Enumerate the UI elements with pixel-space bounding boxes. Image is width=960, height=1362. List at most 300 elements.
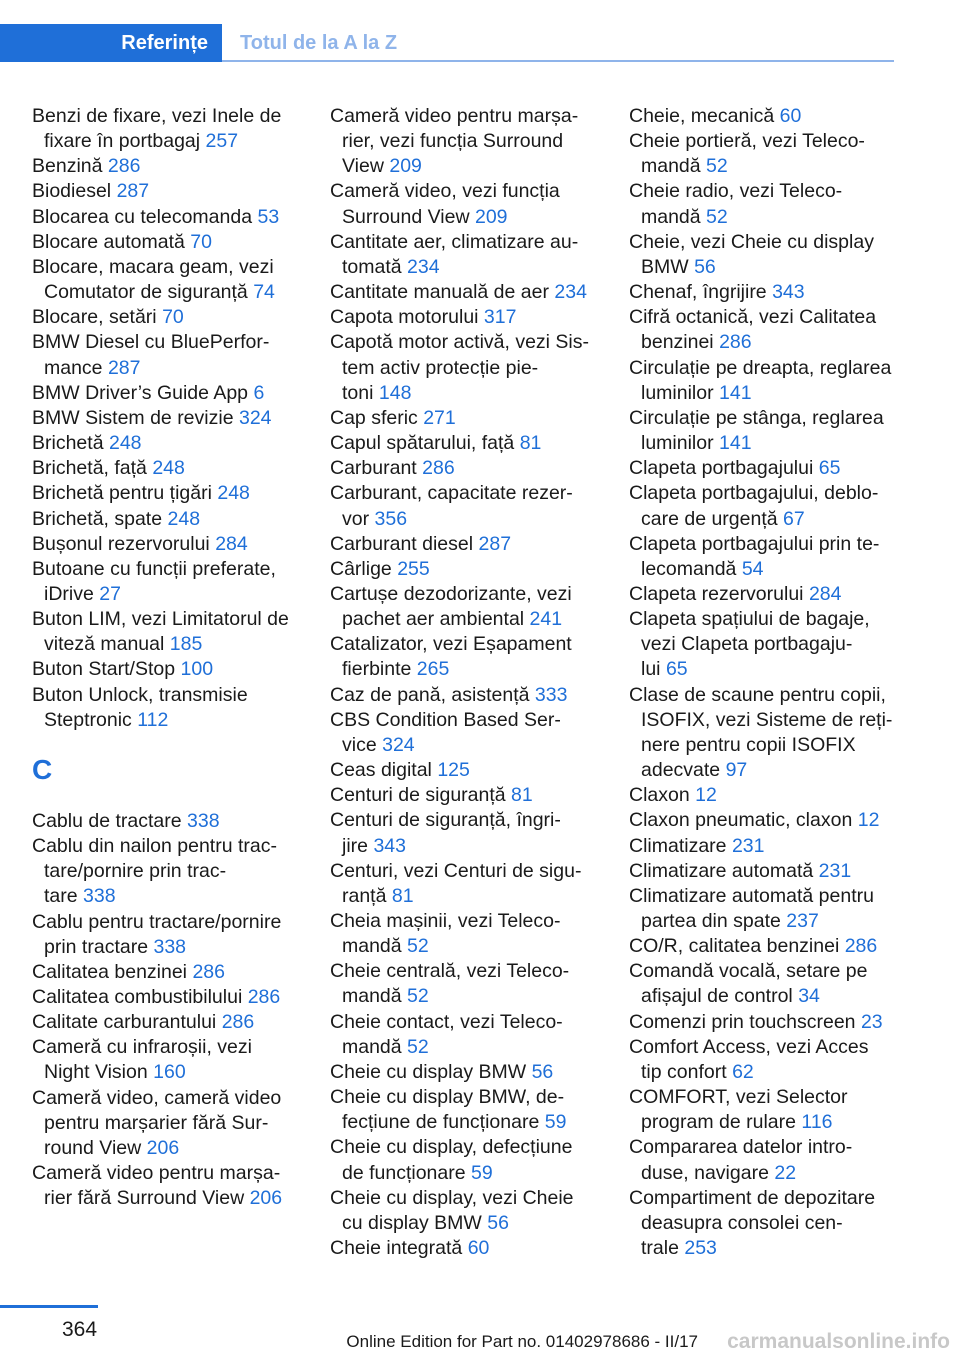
index-entry-line — [32, 406, 308, 431]
index-entry-line — [629, 1236, 929, 1261]
page-number: 364 — [62, 1318, 98, 1341]
index-entry-line — [32, 632, 308, 657]
page-reference-link[interactable]: 60 — [467, 1237, 490, 1260]
index-entry — [32, 330, 308, 380]
index-entry — [629, 532, 929, 582]
index-entry-text: iDrive — [44, 582, 94, 605]
index-entry-line — [629, 129, 929, 154]
page-reference-link[interactable]: 338 — [83, 885, 116, 908]
index-entry-line — [330, 532, 620, 557]
page-reference-link[interactable]: 52 — [706, 205, 728, 228]
page-reference-link[interactable]: 65 — [665, 658, 688, 681]
index-entry-line — [330, 280, 620, 305]
index-entry-line — [32, 381, 308, 406]
index-entry-line — [330, 406, 620, 431]
index-entry-line — [629, 1161, 929, 1186]
index-entry — [330, 783, 620, 808]
index-entry-line — [330, 1161, 620, 1186]
index-entry-line — [330, 1135, 620, 1160]
page-reference-link[interactable]: 52 — [706, 155, 728, 178]
index-entry-text: partea din spate — [641, 910, 781, 932]
index-column-1 — [32, 104, 308, 1211]
index-entry-text: Cameră video pentru marșa‐ — [32, 1162, 281, 1185]
index-entry-line — [629, 808, 929, 833]
index-entry — [32, 104, 308, 154]
index-entry-line — [32, 683, 308, 708]
page-reference-link[interactable]: 284 — [215, 532, 248, 555]
index-entry-line — [330, 683, 620, 708]
index-entry-text: Butoane cu funcții preferate, — [32, 557, 276, 580]
index-entry-text: fixare în portbagaj — [44, 130, 201, 153]
index-entry-text: Clase de scaune pentru copii, — [629, 683, 886, 706]
index-entry — [32, 255, 308, 305]
index-entry-text: Cheie cu display, defecțiune — [330, 1136, 573, 1159]
index-entry-text: benzinei — [641, 331, 714, 354]
index-entry-text: mandă — [641, 155, 701, 178]
index-entry-text: BMW Driver’s Guide App — [32, 381, 249, 404]
page-reference-link[interactable]: 324 — [238, 406, 272, 429]
index-entry-text: Carburant diesel — [330, 532, 474, 555]
index-entry-line — [629, 1035, 929, 1060]
tab-referinte[interactable]: Referințe — [0, 24, 222, 62]
index-entry-text: Brichetă — [32, 432, 104, 455]
page-reference-link[interactable]: 248 — [167, 507, 201, 530]
index-entry-text: Compartiment de depozitare — [629, 1186, 876, 1209]
page-reference-link[interactable]: 141 — [719, 432, 752, 455]
index-entry-text: BMW — [641, 255, 689, 278]
header-bar — [0, 0, 960, 62]
page-reference-link[interactable]: 12 — [695, 784, 717, 807]
page-reference-link[interactable]: 286 — [192, 960, 225, 983]
index-entry-text: Cameră video pentru marșa‐ — [330, 105, 579, 127]
index-entry-line — [32, 1136, 308, 1161]
page-reference-link[interactable]: 286 — [247, 986, 281, 1008]
index-entry-text: de funcționare — [342, 1161, 466, 1184]
index-entry — [32, 230, 308, 255]
page-reference-link[interactable]: 125 — [437, 759, 470, 782]
index-entry-line — [330, 607, 620, 632]
index-entry — [32, 985, 308, 1010]
page-reference-link[interactable]: 286 — [221, 1011, 255, 1034]
index-entry-line — [629, 1060, 929, 1085]
page-reference-link[interactable]: 34 — [798, 985, 820, 1008]
page-reference-link[interactable]: 333 — [534, 683, 568, 706]
index-entry-text: mandă — [342, 985, 402, 1008]
page-reference-link[interactable]: 255 — [397, 557, 430, 580]
page-reference-link[interactable]: 231 — [731, 834, 765, 857]
index-entry — [32, 406, 308, 431]
index-entry-line — [330, 381, 620, 406]
page-reference-link[interactable]: 206 — [249, 1187, 283, 1210]
index-entry-text: Comfort Access, vezi Acces — [629, 1035, 869, 1058]
index-entry-line — [330, 456, 620, 481]
index-entry-text: luminilor — [641, 432, 714, 455]
index-entry-text: duse, navigare — [641, 1161, 769, 1184]
page-reference-link[interactable]: 54 — [741, 557, 764, 580]
page-reference-link[interactable]: 317 — [483, 306, 517, 329]
index-entry — [629, 884, 929, 934]
index-entry-text: Ceas digital — [330, 759, 432, 782]
index-column-3 — [629, 104, 929, 1261]
index-entry-line — [330, 934, 620, 959]
page-reference-link[interactable]: 67 — [783, 507, 805, 530]
index-entry — [629, 834, 929, 859]
index-entry-line — [330, 230, 620, 255]
edition-note: Online Edition for Part no. 01402978686 - II/17 — [346, 1332, 698, 1351]
index-entry-text: Cheie contact, vezi Teleco‐ — [330, 1010, 563, 1033]
index-entry — [32, 910, 308, 960]
index-entry — [32, 683, 308, 733]
page-reference-link[interactable]: 56 — [531, 1060, 554, 1083]
page-reference-link[interactable]: 287 — [116, 180, 150, 203]
index-entry-text: nere pentru copii ISOFIX — [641, 733, 856, 756]
index-entry — [330, 758, 620, 783]
index-entry-line — [629, 657, 929, 682]
page-reference-link[interactable]: 81 — [511, 784, 533, 807]
index-entry-text: Circulație pe stânga, reglarea — [629, 406, 884, 429]
index-entry-line — [629, 104, 929, 129]
page-reference-link[interactable]: 59 — [471, 1161, 493, 1184]
page-reference-link[interactable]: 209 — [474, 205, 508, 228]
index-entry-line — [32, 1060, 308, 1085]
index-entry — [330, 1060, 620, 1085]
index-entry-line — [32, 884, 308, 909]
index-entry-line — [330, 481, 620, 506]
index-entry-text: Calitate carburantului — [32, 1011, 217, 1034]
index-entry-line — [32, 507, 308, 532]
index-entry-line — [629, 230, 929, 255]
index-entry — [629, 934, 929, 959]
watermark: carmanualsonline.info — [727, 1330, 950, 1353]
index-entry-line — [629, 1085, 929, 1110]
index-entry-text: COMFORT, vezi Selector — [629, 1086, 848, 1109]
index-entry-text: Buton LIM, vezi Limitatorul de — [32, 608, 289, 631]
index-entry — [629, 859, 929, 884]
index-entry-line — [629, 154, 929, 179]
index-entry-text: Biodiesel — [32, 180, 112, 203]
index-entry-text: Cârlige — [330, 557, 392, 580]
page-reference-link[interactable]: 286 — [719, 331, 752, 354]
index-entry-text: Clapeta portbagajului, deblo‐ — [629, 482, 879, 505]
page-reference-link[interactable]: 23 — [860, 1010, 883, 1033]
index-entry — [330, 859, 620, 909]
index-entry — [330, 104, 620, 179]
page-reference-link[interactable]: 338 — [187, 809, 220, 832]
index-entry-text: tem activ protecție pie‐ — [342, 356, 539, 379]
page-reference-link[interactable]: 53 — [257, 205, 280, 228]
index-entry — [629, 456, 929, 481]
page-reference-link[interactable]: 70 — [190, 230, 212, 253]
index-entry-line — [330, 984, 620, 1009]
page-reference-link[interactable]: 356 — [374, 507, 408, 530]
index-entry-line — [330, 1010, 620, 1035]
index-entry-text: Clapeta portbagajului prin te‐ — [629, 532, 880, 555]
index-entry — [330, 1236, 620, 1261]
index-entry-text: trale — [641, 1237, 679, 1260]
index-entry-text: ISOFIX, vezi Sisteme de reți‐ — [641, 708, 893, 731]
page-reference-link[interactable]: 97 — [725, 759, 748, 782]
index-entry-line — [330, 1035, 620, 1060]
index-entry-line — [330, 1110, 620, 1135]
page-reference-link[interactable]: 257 — [205, 130, 239, 153]
page-reference-link[interactable]: 6 — [253, 381, 265, 404]
index-entry-line — [629, 632, 929, 657]
page-reference-link[interactable]: 70 — [162, 306, 184, 329]
page-reference-link[interactable]: 271 — [423, 406, 456, 429]
index-entry-line — [629, 934, 929, 959]
page-reference-link[interactable]: 241 — [529, 608, 563, 631]
index-entry-text: mandă — [641, 205, 701, 228]
index-entry-text: Caz de pană, asistență — [330, 683, 530, 706]
index-entry-text: Brichetă, spate — [32, 507, 163, 530]
index-entry-line — [330, 657, 620, 682]
index-entry-text: Comandă vocală, setare pe — [629, 960, 868, 983]
index-entry-text: tare — [44, 885, 78, 908]
page-reference-link[interactable]: 248 — [152, 457, 185, 480]
index-entry-line — [32, 179, 308, 204]
index-entry — [32, 557, 308, 607]
page-reference-link[interactable]: 234 — [407, 255, 440, 278]
index-entry — [629, 1135, 929, 1185]
index-entry — [32, 154, 308, 179]
page-reference-link[interactable]: 286 — [844, 935, 878, 958]
page-reference-link[interactable]: 231 — [818, 859, 852, 882]
page-reference-link[interactable]: 185 — [169, 633, 203, 656]
page-reference-link[interactable]: 27 — [99, 582, 121, 605]
index-entry-text: Cap sferic — [330, 406, 418, 429]
page-reference-link[interactable]: 52 — [407, 935, 429, 958]
index-entry-text: Cheie integrată — [330, 1237, 463, 1260]
index-entry — [330, 632, 620, 682]
index-entry-line — [629, 783, 929, 808]
tab-totul-de-la-a-la-z[interactable]: Totul de la A la Z — [240, 31, 398, 54]
index-entry-text: Catalizator, vezi Eșapament — [330, 633, 572, 656]
page-reference-link[interactable]: 60 — [779, 105, 802, 127]
index-entry — [32, 1010, 308, 1035]
index-entry-line — [330, 808, 620, 833]
page-reference-link[interactable]: 237 — [786, 910, 819, 932]
index-entry-line — [330, 431, 620, 456]
index-entry-line — [32, 935, 308, 960]
index-entry-line — [32, 154, 308, 179]
index-entry-text: vezi Clapeta portbagaju‐ — [641, 633, 853, 656]
index-entry — [330, 909, 620, 959]
index-entry-line — [330, 959, 620, 984]
page-reference-link[interactable]: 253 — [684, 1237, 717, 1260]
index-entry-text: deasupra consolei cen‐ — [641, 1211, 843, 1234]
index-entry-text: Cheie cu display BMW, de‐ — [330, 1086, 565, 1109]
index-entry-line — [32, 1186, 308, 1211]
index-entry-line — [32, 431, 308, 456]
index-entry-line — [32, 481, 308, 506]
page-reference-link[interactable]: 265 — [416, 658, 450, 681]
index-entry-line — [629, 733, 929, 758]
page-reference-link[interactable]: 248 — [217, 482, 250, 505]
index-entry — [330, 557, 620, 582]
index-entry — [629, 1186, 929, 1261]
index-entry-text: Benzi de fixare, vezi Inele de — [32, 105, 282, 127]
index-entry-text: Blocare automată — [32, 230, 185, 253]
page-reference-link[interactable]: 286 — [107, 155, 141, 178]
index-entry — [32, 657, 308, 682]
index-entry — [32, 834, 308, 909]
index-entry — [629, 1035, 929, 1085]
index-entry-text: Clapeta portbagajului — [629, 457, 814, 480]
index-entry-text: Cablu pentru tractare/pornire — [32, 910, 282, 933]
index-entry — [330, 481, 620, 531]
index-entry — [629, 179, 929, 229]
index-entry-text: Brichetă, față — [32, 457, 147, 480]
index-entry-text: Compararea datelor intro‐ — [629, 1136, 853, 1159]
index-entry — [629, 305, 929, 355]
page-reference-link[interactable]: 81 — [391, 884, 414, 907]
index-entry-text: CBS Condition Based Ser‐ — [330, 708, 561, 731]
index-entry-line — [629, 431, 929, 456]
index-entry-line — [32, 960, 308, 985]
page-reference-link[interactable]: 160 — [153, 1061, 186, 1084]
page-reference-link[interactable]: 62 — [732, 1060, 754, 1083]
index-entry-line — [330, 356, 620, 381]
index-entry-text: Clapeta rezervorului — [629, 582, 804, 605]
index-entry-text: cu display BMW — [342, 1211, 482, 1234]
index-entry-line — [629, 1010, 929, 1035]
index-entry-line — [629, 481, 929, 506]
index-entry — [330, 1186, 620, 1236]
index-entry-text: toni — [342, 381, 374, 404]
index-entry-text: Climatizare automată — [629, 859, 814, 882]
page-reference-link[interactable]: 206 — [146, 1136, 180, 1159]
index-entry-line — [629, 557, 929, 582]
index-entry-text: Cameră video, vezi funcția — [330, 180, 560, 203]
page-reference-link[interactable]: 22 — [774, 1161, 797, 1184]
page-reference-link[interactable]: 286 — [422, 457, 455, 480]
index-entry-text: Climatizare — [629, 834, 727, 857]
index-entry-text: BMW Diesel cu BluePerfor‐ — [32, 331, 270, 354]
index-entry-text: tomată — [342, 255, 402, 278]
page-reference-link[interactable]: 52 — [407, 1035, 429, 1058]
index-entry-line — [32, 305, 308, 330]
index-entry-line — [629, 984, 929, 1009]
index-entry — [32, 305, 308, 330]
index-entry-text: Claxon — [629, 784, 690, 807]
index-entry-text: vice — [342, 733, 377, 756]
page-reference-link[interactable]: 234 — [554, 281, 587, 304]
page-reference-link[interactable]: 287 — [478, 532, 512, 555]
index-entry-text: mandă — [342, 1035, 402, 1058]
index-entry — [629, 230, 929, 280]
index-entry-line — [629, 607, 929, 632]
index-entry-line — [629, 1135, 929, 1160]
index-entry — [629, 808, 929, 833]
page-reference-link[interactable]: 148 — [378, 381, 412, 404]
index-entry-line — [330, 708, 620, 733]
index-entry-line — [629, 179, 929, 204]
index-entry-line — [330, 632, 620, 657]
page-reference-link[interactable]: 12 — [857, 809, 880, 832]
index-entry-line — [32, 834, 308, 859]
index-entry — [330, 582, 620, 632]
index-entry-text: View — [342, 155, 384, 178]
page-reference-link[interactable]: 338 — [153, 935, 187, 958]
index-entry-line — [629, 305, 929, 330]
page-reference-link[interactable]: 112 — [137, 708, 169, 731]
index-entry-text: prin tractare — [44, 935, 149, 958]
index-entry-line — [330, 582, 620, 607]
page-reference-link[interactable]: 324 — [382, 733, 415, 756]
index-entry — [330, 280, 620, 305]
index-entry-text: Cameră video, cameră video — [32, 1086, 282, 1109]
index-entry-line — [32, 1111, 308, 1136]
page-reference-link[interactable]: 284 — [808, 582, 842, 605]
index-entry-line — [629, 959, 929, 984]
page-reference-link[interactable]: 56 — [487, 1211, 509, 1234]
page-reference-link[interactable]: 287 — [107, 356, 141, 379]
index-entry-line — [32, 330, 308, 355]
index-entry-line — [330, 834, 620, 859]
index-entry — [32, 381, 308, 406]
index-entry-text: care de urgență — [641, 507, 778, 530]
page-reference-link[interactable]: 343 — [373, 834, 406, 857]
index-entry-text: adecvate — [641, 759, 721, 782]
index-entry — [32, 205, 308, 230]
index-entry-line — [629, 1110, 929, 1135]
index-entry-text: Cablu de tractare — [32, 809, 182, 832]
page-reference-link[interactable]: 81 — [519, 432, 542, 455]
index-entry-text: Brichetă pentru țigări — [32, 482, 212, 505]
index-entry-text: Cheie centrală, vezi Teleco‐ — [330, 960, 570, 983]
index-entry-line — [629, 708, 929, 733]
index-entry — [330, 1010, 620, 1060]
index-entry-text: Comenzi prin touchscreen — [629, 1010, 856, 1033]
index-entry-text: Steptronic — [44, 708, 132, 731]
index-entry — [32, 481, 308, 506]
index-entry-line — [330, 783, 620, 808]
index-entry-text: Clapeta spațiului de bagaje, — [629, 608, 870, 631]
index-entry-line — [629, 1186, 929, 1211]
page-reference-link[interactable]: 116 — [801, 1111, 833, 1134]
index-entry-text: rier fără Surround View — [44, 1187, 245, 1210]
index-entry-text: Bușonul rezervorului — [32, 532, 210, 555]
index-entry-line — [330, 557, 620, 582]
index-entry — [32, 809, 308, 834]
index-entry-text: lui — [641, 658, 661, 681]
page-reference-link[interactable]: 100 — [180, 658, 214, 681]
index-entry-line — [32, 859, 308, 884]
index-entry-text: luminilor — [641, 381, 714, 404]
page-reference-link[interactable]: 52 — [407, 985, 429, 1008]
page-reference-link[interactable]: 248 — [108, 432, 142, 455]
index-entry-text: ranță — [342, 884, 387, 907]
index-entry — [330, 431, 620, 456]
page-reference-link[interactable]: 65 — [818, 457, 841, 480]
page-reference-link[interactable]: 74 — [253, 281, 275, 304]
index-entry-line — [330, 1085, 620, 1110]
index-entry — [32, 1035, 308, 1085]
index-entry-text: Cheie cu display, vezi Cheie — [330, 1186, 574, 1209]
index-entry-line — [32, 205, 308, 230]
page-reference-link[interactable]: 141 — [719, 381, 752, 404]
index-entry-line — [629, 582, 929, 607]
index-entry-text: viteză manual — [44, 633, 165, 656]
index-entry — [330, 959, 620, 1009]
index-entry-line — [330, 330, 620, 355]
page-reference-link[interactable]: 56 — [694, 255, 716, 278]
page-reference-link[interactable]: 59 — [544, 1111, 567, 1134]
index-entry-line — [629, 859, 929, 884]
page-reference-link[interactable]: 343 — [772, 281, 805, 304]
page-reference-link[interactable]: 209 — [389, 155, 422, 178]
index-entry — [330, 1085, 620, 1135]
